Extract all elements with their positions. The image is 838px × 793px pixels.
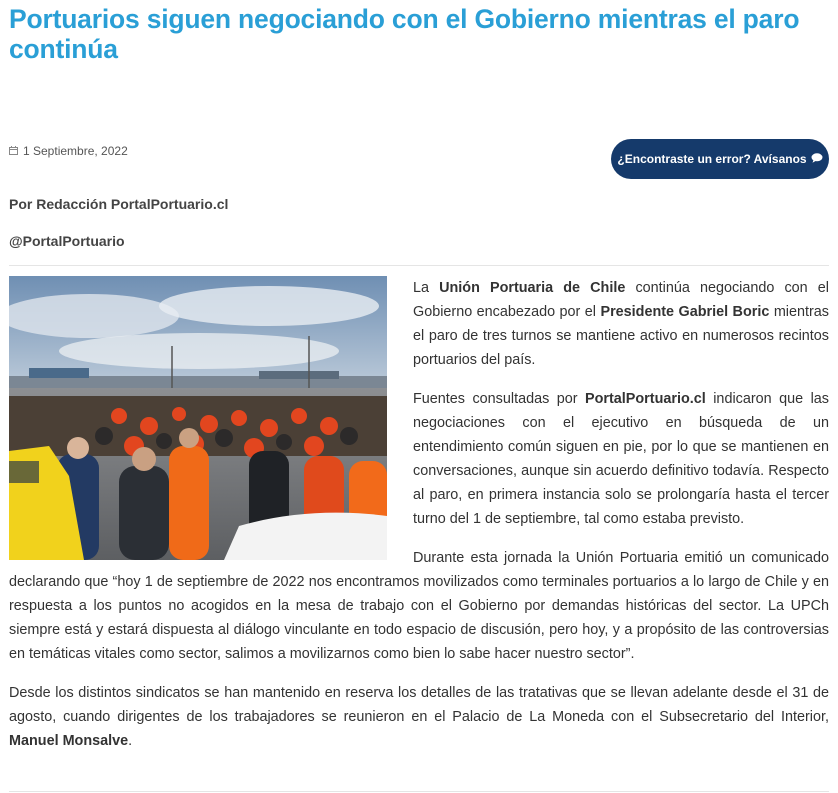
article-body bbox=[9, 276, 829, 768]
article-byline: Por Redacción PortalPortuario.cl bbox=[9, 196, 229, 212]
speech-bubble-icon bbox=[811, 152, 823, 166]
report-error-button[interactable] bbox=[611, 139, 829, 179]
author-handle[interactable]: @PortalPortuario bbox=[9, 233, 125, 249]
divider bbox=[9, 265, 829, 266]
paragraph-1: La Unión Portuaria de Chile continúa negociando con el Gobierno encabezado por el Presidente Gabriel Boric mientras el paro de tres turnos se mantiene activo en numerosos recintos portuarios del país. bbox=[413, 280, 830, 368]
article-title: Portuarios siguen negociando con el Gobierno mientras el paro continúa bbox=[9, 4, 800, 64]
date-text: 1 Septiembre, 2022 bbox=[23, 144, 128, 158]
paragraph-2: Fuentes consultadas por PortalPortuario.cl indicaron que las negociaciones con el ejecutivo en búsqueda de un entendimiento común siguen en pie, por lo que se mantienen en conversaciones, aunque sin acuerdo definitivo todavía. Respecto al paro, en primera instancia solo se prolongaría hasta el tercer turno del 1 de septiembre, tal como estaba previsto. bbox=[413, 391, 829, 527]
paragraph-3: Durante esta jornada la Unión Portuaria emitió un comunicado declarando que “hoy 1 de septiembre de 2022 nos encontramos movilizados como terminales portuarios a lo largo de Chile y en respuesta a los puntos no acogidos en la mesa de trabajo con el Gobierno por demandas históricas del sector. La UPCh siempre está y estará dispuesta al diálogo vinculante en todo espacio de discusión, pero hoy, y a propósito de las controversias en temáticas vitales como sector, salimos a movilizarnos como bien lo sabe hacer nuestro sector”. bbox=[9, 550, 829, 662]
divider-bottom bbox=[9, 791, 829, 792]
article-date bbox=[9, 144, 128, 158]
paragraph-4: Desde los distintos sindicatos se han mantenido en reserva los detalles de las tratativas que se llevan adelante desde el 31 de agosto, cuando dirigentes de los trabajadores se reunieron en el Palacio de La Moneda con el Subsecretario del Interior, Manuel Monsalve. bbox=[9, 685, 829, 749]
report-error-label: ¿Encontraste un error? Avísanos bbox=[617, 152, 807, 166]
calendar-icon bbox=[9, 144, 18, 158]
photo-float-spacer bbox=[9, 276, 387, 560]
